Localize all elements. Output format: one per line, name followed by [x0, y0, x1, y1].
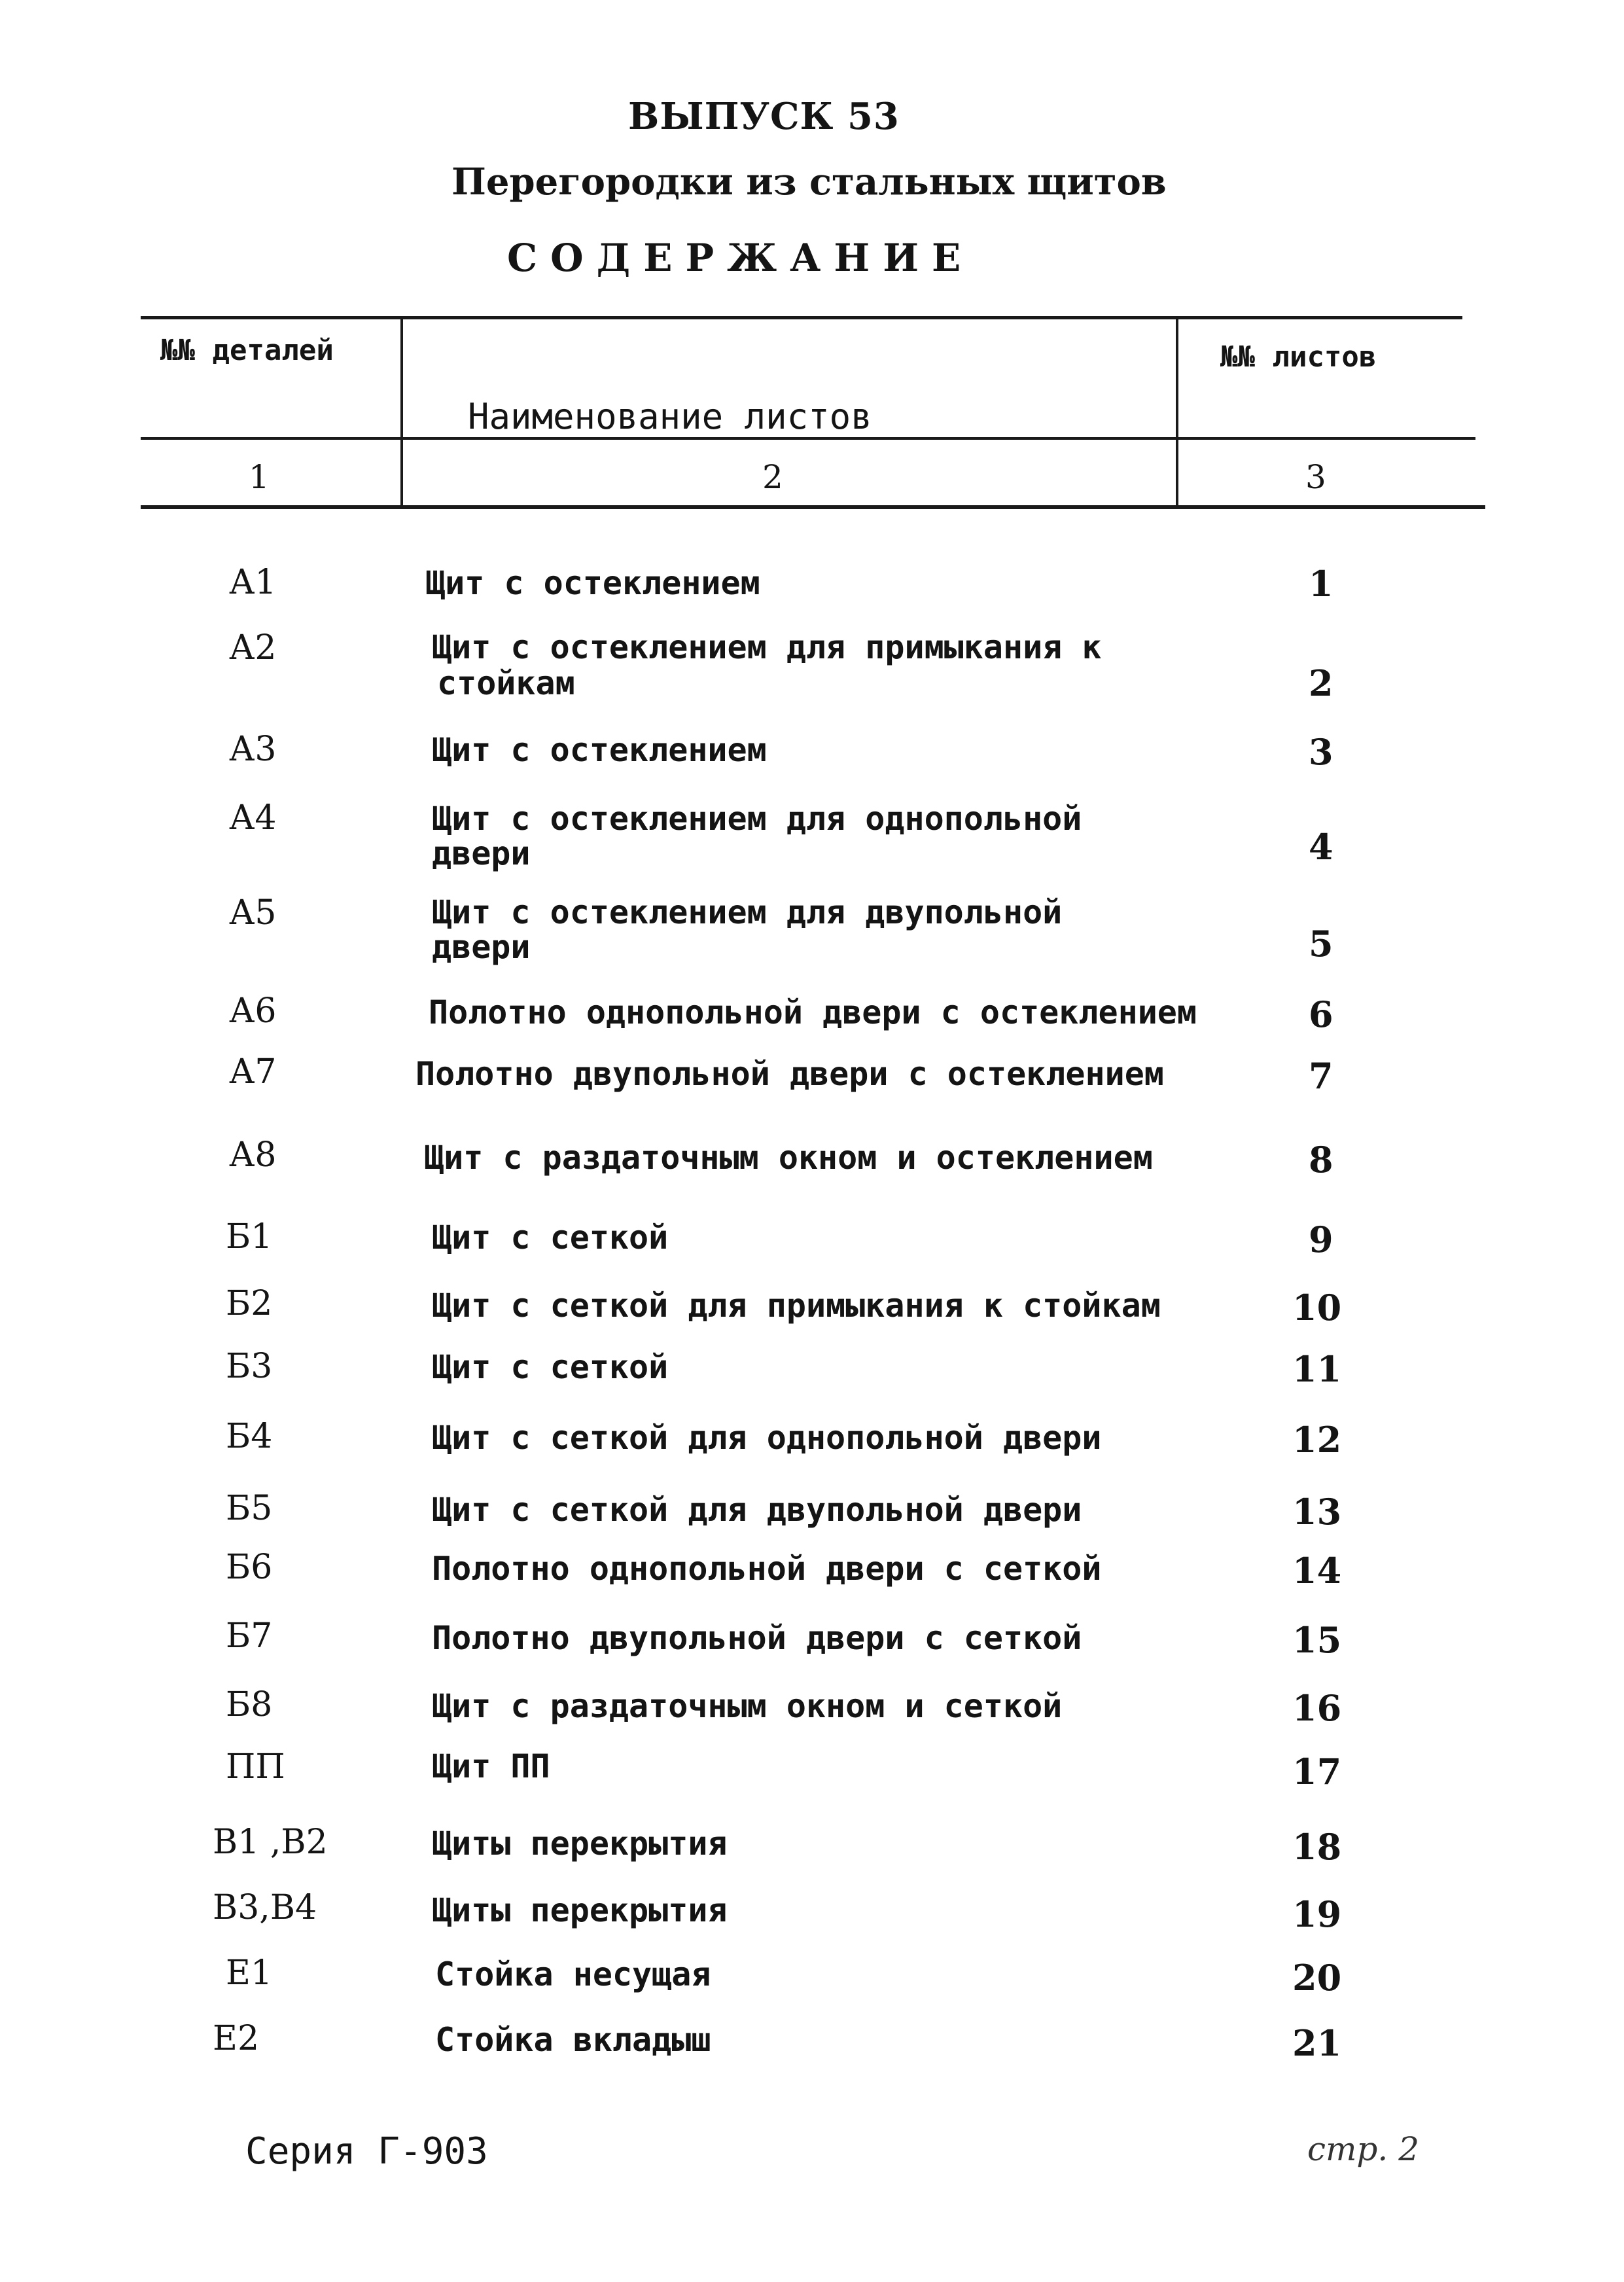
- header-parts-number: №№ деталей: [160, 334, 334, 367]
- row-name: Щит с остеклением: [432, 731, 767, 769]
- row-sheet: 9: [1309, 1219, 1333, 1260]
- row-name: Стойка вкладыш: [435, 2021, 711, 2059]
- series-label: Серия Г-903: [245, 2130, 488, 2173]
- column-numbers-rule: [141, 505, 1485, 509]
- row-name: Щит с сеткой для однопольной двери: [432, 1419, 1102, 1457]
- row-sheet: 20: [1292, 1957, 1342, 1999]
- row-sheet: 1: [1309, 563, 1333, 605]
- row-code: А6: [229, 991, 277, 1031]
- row-sheet: 12: [1292, 1419, 1342, 1461]
- row-code: А3: [229, 730, 277, 769]
- row-name: Стойка несущая: [435, 1955, 711, 1993]
- column-divider-right: [1176, 316, 1178, 507]
- row-sheet: 18: [1292, 1826, 1342, 1868]
- row-sheet: 3: [1309, 731, 1333, 773]
- row-code: Б8: [226, 1685, 273, 1724]
- row-code: В3,В4: [213, 1888, 317, 1927]
- row-code: Б1: [226, 1217, 273, 1257]
- row-code: А4: [229, 798, 277, 838]
- row-sheet: 10: [1292, 1287, 1342, 1328]
- row-code: А2: [229, 628, 277, 668]
- row-name: Щит с остеклением для однопольной: [432, 800, 1082, 838]
- row-code: А8: [229, 1135, 277, 1175]
- row-name: Щит с остеклением: [425, 564, 760, 602]
- row-sheet: 11: [1292, 1348, 1342, 1390]
- row-sheet: 5: [1309, 923, 1333, 965]
- row-name-continued: двери: [432, 834, 531, 872]
- row-sheet: 17: [1292, 1751, 1342, 1792]
- row-sheet: 15: [1292, 1619, 1342, 1661]
- row-code: Б4: [226, 1417, 273, 1456]
- row-name-continued: двери: [432, 928, 531, 966]
- row-code: Б6: [226, 1548, 273, 1587]
- row-sheet: 2: [1309, 662, 1333, 704]
- document-subtitle: Перегородки из стальных щитов: [451, 160, 1167, 204]
- row-name: Щит с раздаточным окном и сеткой: [432, 1687, 1063, 1725]
- row-sheet: 4: [1309, 826, 1333, 868]
- table-top-rule: [141, 316, 1462, 319]
- header-sheet-number: №№ листов: [1220, 340, 1377, 374]
- row-code: Б3: [226, 1347, 273, 1386]
- row-name: Щит с сеткой для двупольной двери: [432, 1491, 1082, 1529]
- row-code: Е2: [213, 2019, 260, 2058]
- row-name: Щит с сеткой: [432, 1219, 669, 1257]
- row-sheet: 16: [1292, 1687, 1342, 1729]
- row-name: Щит с раздаточным окном и остеклением: [424, 1139, 1153, 1177]
- row-code: Б5: [226, 1489, 273, 1528]
- row-sheet: 19: [1292, 1893, 1342, 1935]
- row-sheet: 14: [1292, 1550, 1342, 1592]
- row-code: А1: [229, 563, 277, 602]
- column-divider-left: [400, 316, 403, 507]
- row-name: Щит с сеткой для примыкания к стойкам: [432, 1287, 1161, 1325]
- row-name: Щиты перекрытия: [432, 1891, 728, 1929]
- issue-title: ВЫПУСК 53: [628, 95, 900, 138]
- row-name: Щит с сеткой: [432, 1348, 669, 1386]
- row-name: Полотно двупольной двери с сеткой: [432, 1619, 1082, 1657]
- row-name: Щит ПП: [432, 1747, 550, 1785]
- row-name: Полотно однопольной двери с сеткой: [432, 1550, 1102, 1588]
- row-name-continued: стойкам: [437, 664, 575, 702]
- row-name: Полотно двупольной двери с остеклением: [415, 1055, 1164, 1093]
- row-code: Б2: [226, 1284, 273, 1323]
- header-sheet-name: Наименование листов: [468, 396, 872, 437]
- row-code: Б7: [226, 1616, 273, 1656]
- row-name: Щиты перекрытия: [432, 1825, 728, 1863]
- row-name: Щит с остеклением для двупольной: [432, 893, 1063, 931]
- column-number-1: 1: [249, 458, 270, 496]
- contents-heading: СОДЕРЖАНИЕ: [507, 236, 974, 280]
- row-sheet: 21: [1292, 2022, 1342, 2064]
- row-name: Полотно однопольной двери с остеклением: [429, 993, 1197, 1031]
- page-number: стр. 2: [1307, 2130, 1420, 2168]
- row-code: Е1: [226, 1953, 273, 1993]
- column-number-3: 3: [1305, 458, 1326, 496]
- row-sheet: 6: [1309, 993, 1333, 1035]
- row-code: А5: [229, 893, 277, 933]
- row-code: А7: [229, 1052, 277, 1092]
- column-number-2: 2: [762, 458, 783, 496]
- row-sheet: 8: [1309, 1139, 1333, 1181]
- row-code: В1 ,В2: [213, 1823, 328, 1862]
- row-sheet: 13: [1292, 1491, 1342, 1533]
- row-code: ПП: [226, 1747, 285, 1787]
- row-sheet: 7: [1309, 1055, 1333, 1097]
- row-name: Щит с остеклением для примыкания к: [432, 628, 1102, 666]
- header-divider-rule: [141, 437, 1475, 440]
